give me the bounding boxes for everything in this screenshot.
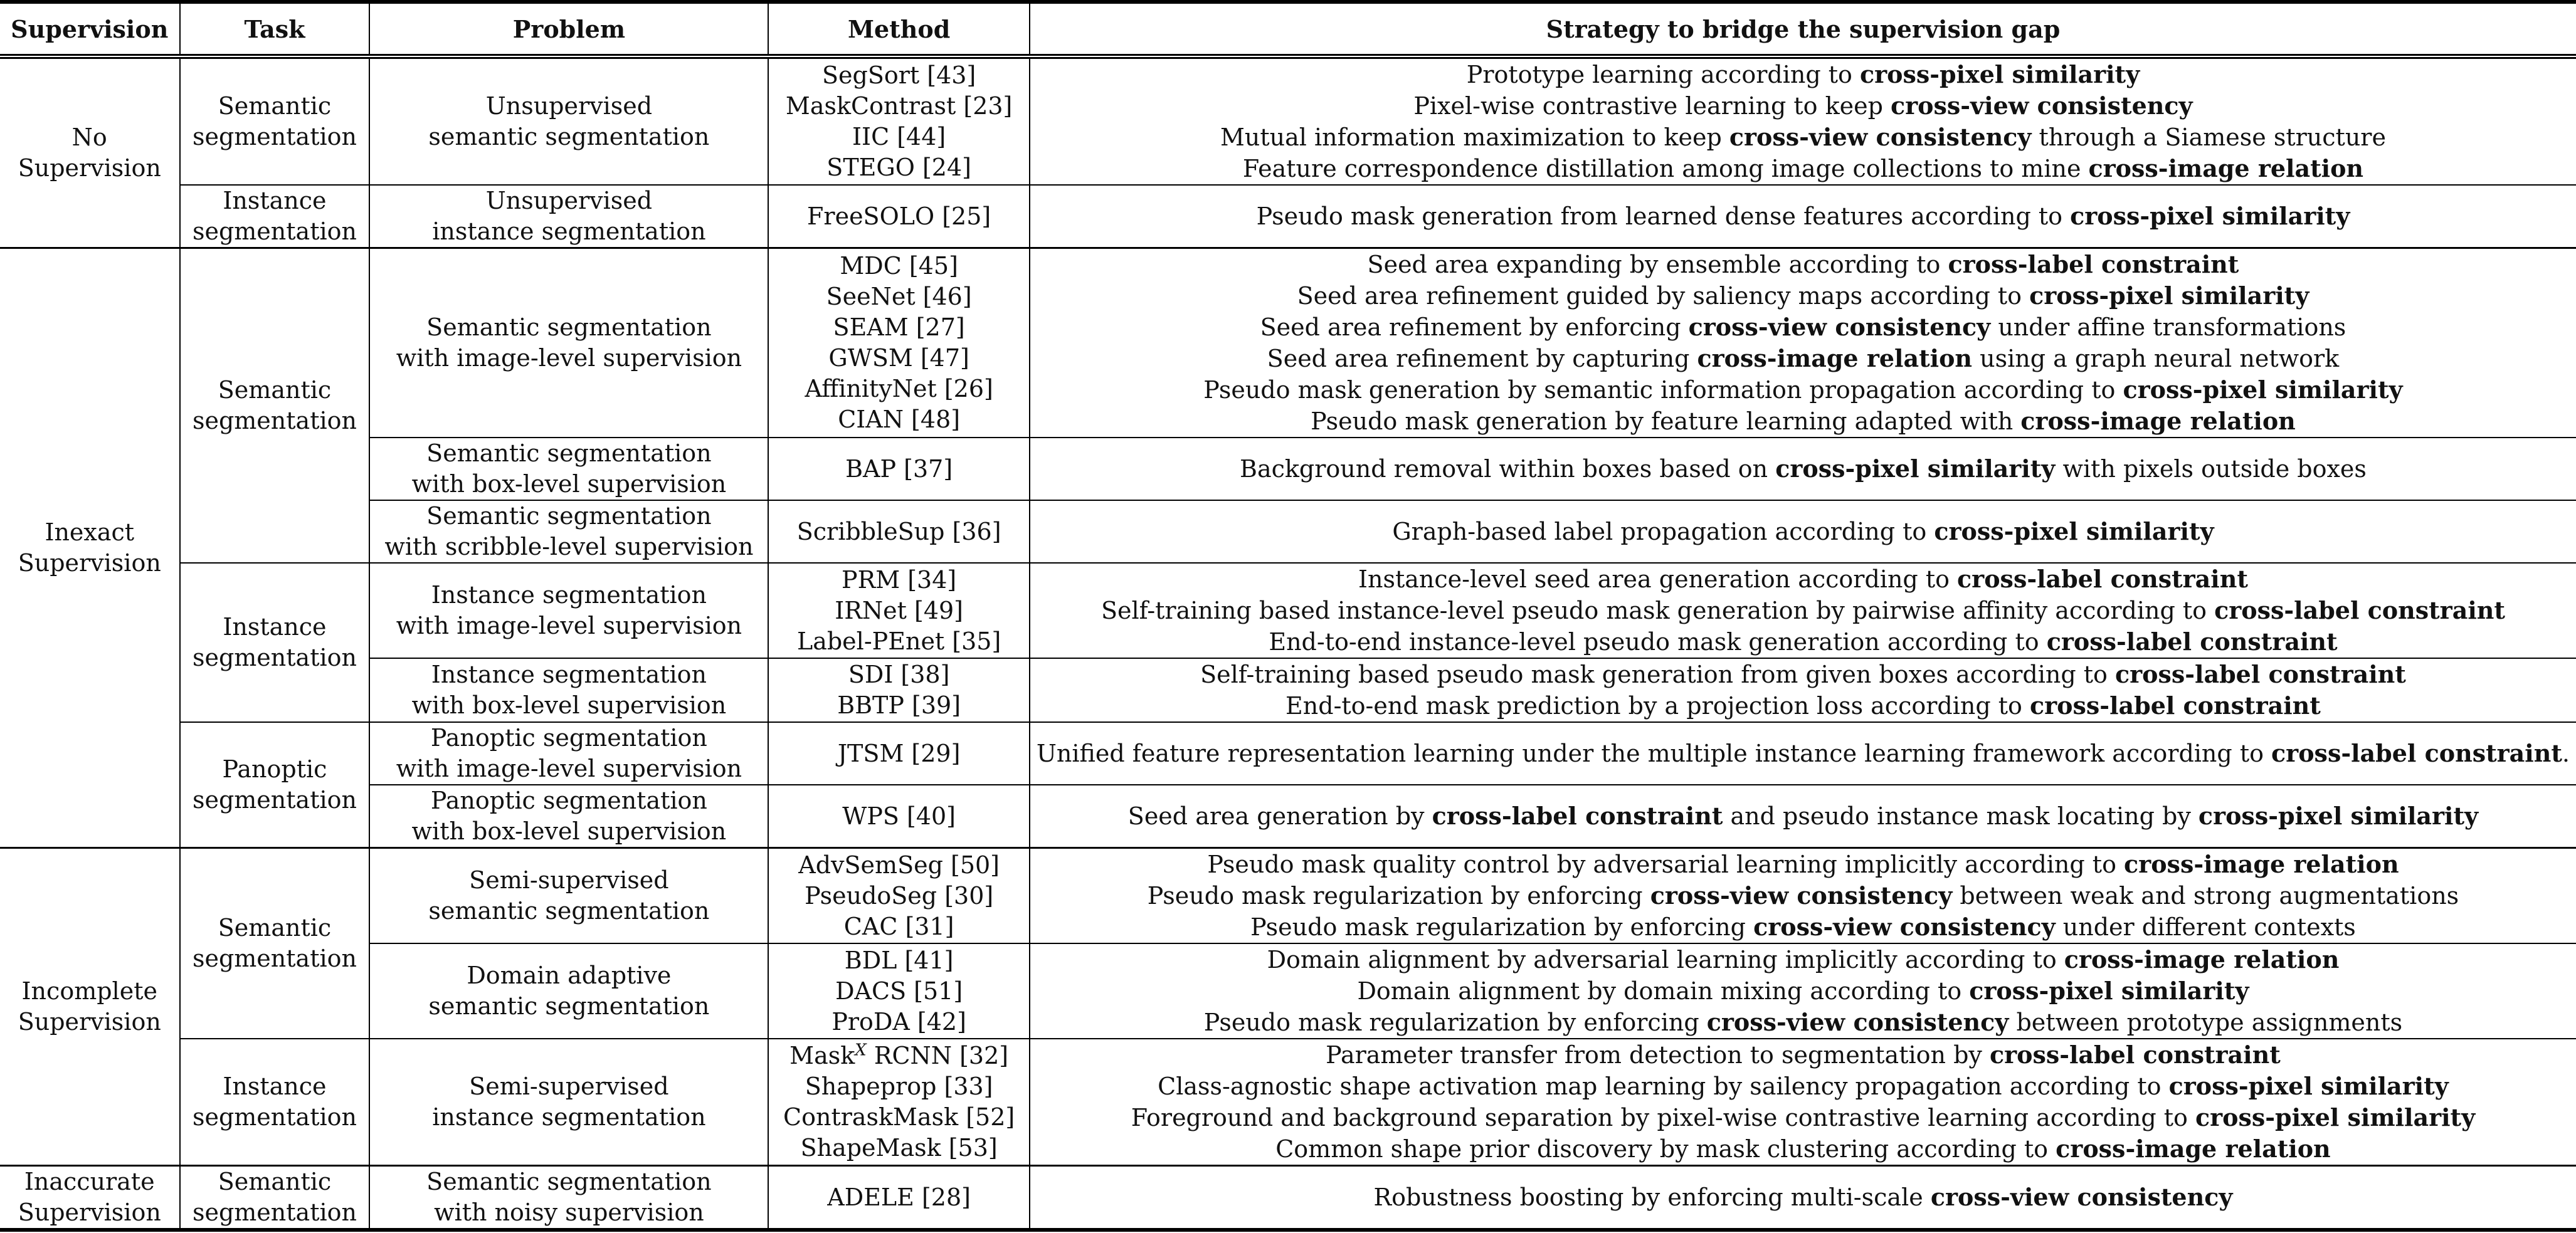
supervision-cell bbox=[0, 848, 180, 1166]
problem-line: Unsupervised bbox=[485, 92, 653, 120]
strategy-text: through a Siamese structure bbox=[2031, 123, 2386, 151]
strategy-text: Parameter transfer from detection to segmentation by bbox=[1326, 1041, 1990, 1069]
method-name: SEAM [27] bbox=[833, 313, 965, 341]
strategy-text: End-to-end mask prediction by a projection loss according to bbox=[1285, 692, 2030, 720]
key-term: cross-image relation bbox=[2064, 945, 2340, 973]
supervision-cell bbox=[0, 56, 180, 248]
key-term: cross-view consistency bbox=[1930, 1183, 2233, 1211]
table-row bbox=[0, 56, 2576, 185]
strategy-line bbox=[1037, 690, 2570, 721]
problem-line: semantic segmentation bbox=[428, 897, 710, 925]
strategy-text: Pseudo mask quality control by adversarial learning implicitly according to bbox=[1207, 851, 2125, 878]
strategy-line bbox=[1037, 738, 2570, 769]
task-label: segmentation bbox=[192, 218, 357, 245]
strategy-text: between weak and strong augmentations bbox=[1952, 882, 2459, 910]
table-row bbox=[0, 722, 2576, 785]
key-term: cross-view consistency bbox=[1706, 1008, 2009, 1036]
problem-cell bbox=[369, 185, 768, 248]
method-name: BAP [37] bbox=[845, 454, 953, 483]
key-term: cross-view consistency bbox=[1729, 123, 2032, 151]
header-task: Task bbox=[180, 2, 370, 56]
strategy-cell bbox=[1030, 722, 2576, 785]
strategy-cell bbox=[1030, 848, 2576, 944]
strategy-text: Background removal within boxes based on bbox=[1240, 455, 1776, 483]
table-row bbox=[0, 943, 2576, 1039]
table-row bbox=[0, 1039, 2576, 1166]
method-cell bbox=[768, 1039, 1030, 1166]
method-name: Shapeprop [33] bbox=[805, 1073, 993, 1100]
problem-line: Semantic segmentation bbox=[426, 439, 712, 467]
method-cell bbox=[768, 563, 1030, 658]
strategy-text: Robustness boosting by enforcing multi-scale bbox=[1373, 1183, 1931, 1211]
strategy-text: Seed area refinement by enforcing bbox=[1260, 313, 1689, 341]
strategy-text: using a graph neural network bbox=[1972, 345, 2340, 372]
key-term: cross-pixel similarity bbox=[1934, 517, 2214, 545]
task-label: segmentation bbox=[192, 407, 357, 434]
task-label: segmentation bbox=[192, 1103, 357, 1131]
key-term: cross-image relation bbox=[2056, 1135, 2331, 1163]
method-name: CAC [31] bbox=[843, 912, 954, 940]
method-cell bbox=[768, 658, 1030, 722]
strategy-text: under different contexts bbox=[2055, 913, 2356, 941]
strategy-text: Feature correspondence distillation among image collections to mine bbox=[1242, 155, 2089, 182]
method-name: JTSM [29] bbox=[837, 739, 961, 767]
task-cell bbox=[180, 1166, 370, 1230]
problem-line: with box-level supervision bbox=[411, 691, 727, 719]
strategy-text: End-to-end instance-level pseudo mask generation according to bbox=[1269, 628, 2047, 656]
strategy-text: Seed area refinement by capturing bbox=[1267, 345, 1697, 372]
strategy-text: Common shape prior discovery by mask clustering according to bbox=[1275, 1135, 2056, 1163]
problem-line: with image-level supervision bbox=[396, 755, 742, 782]
method-name: MDC [45] bbox=[840, 252, 958, 280]
strategy-cell bbox=[1030, 185, 2576, 248]
key-term: cross-label constraint bbox=[2214, 596, 2505, 624]
problem-line: instance segmentation bbox=[432, 218, 706, 245]
strategy-text: Unified feature representation learning under the multiple instance learning framework according to bbox=[1036, 740, 2272, 767]
strategy-cell bbox=[1030, 438, 2576, 500]
method-name: IIC [44] bbox=[852, 123, 946, 150]
method-name: SeeNet [46] bbox=[826, 283, 972, 310]
strategy-line bbox=[1037, 975, 2570, 1007]
strategy-text: Self-training based instance-level pseudo mask generation by pairwise affinity according to bbox=[1101, 597, 2215, 624]
problem-line: Unsupervised bbox=[485, 187, 653, 214]
strategy-cell bbox=[1030, 1039, 2576, 1166]
task-label: Semantic bbox=[218, 92, 332, 120]
key-term: cross-pixel similarity bbox=[2029, 281, 2309, 310]
strategy-text: Graph-based label propagation according to bbox=[1392, 518, 1935, 545]
table-row bbox=[0, 785, 2576, 848]
method-name: IRNet [49] bbox=[835, 596, 963, 624]
method-cell bbox=[768, 438, 1030, 500]
task-label: Instance bbox=[223, 1073, 327, 1100]
strategy-text: Instance-level seed area generation according to bbox=[1358, 565, 1958, 593]
strategy-line bbox=[1037, 201, 2570, 232]
supervision-label: No bbox=[71, 123, 107, 151]
header-problem: Problem bbox=[369, 2, 768, 56]
task-label: Instance bbox=[223, 187, 327, 214]
problem-line: with box-level supervision bbox=[411, 817, 727, 845]
key-term: cross-pixel similarity bbox=[1775, 454, 2056, 483]
key-term: cross-label constraint bbox=[1948, 250, 2239, 278]
strategy-text: Domain alignment by domain mixing according to bbox=[1357, 977, 1970, 1005]
strategy-line bbox=[1037, 595, 2570, 626]
strategy-line bbox=[1037, 800, 2570, 832]
method-cell bbox=[768, 848, 1030, 944]
strategy-text: and pseudo instance mask locating by bbox=[1723, 802, 2199, 830]
strategy-cell bbox=[1030, 785, 2576, 848]
task-label: segmentation bbox=[192, 644, 357, 671]
strategy-cell bbox=[1030, 248, 2576, 438]
strategy-text: Foreground and background separation by pixel-wise contrastive learning according to bbox=[1131, 1104, 2195, 1131]
key-term: cross-pixel similarity bbox=[1969, 977, 2249, 1005]
task-label: Semantic bbox=[218, 376, 332, 404]
method-name: PRM [34] bbox=[842, 565, 957, 594]
strategy-text: Pseudo mask generation by feature learning adapted with bbox=[1311, 407, 2021, 435]
problem-line: Domain adaptive bbox=[467, 962, 672, 989]
supervision-label: Supervision bbox=[18, 154, 161, 182]
strategy-line bbox=[1037, 280, 2570, 312]
strategy-line bbox=[1037, 122, 2570, 153]
method-name: SDI [38] bbox=[848, 661, 950, 688]
method-name: ScribbleSup [36] bbox=[796, 517, 1001, 545]
strategy-line bbox=[1037, 453, 2570, 485]
table-row bbox=[0, 185, 2576, 248]
supervision-label: Inaccurate bbox=[24, 1168, 155, 1195]
key-term: cross-label constraint bbox=[2030, 691, 2321, 720]
problem-line: Instance segmentation bbox=[431, 581, 707, 609]
task-cell bbox=[180, 848, 370, 1039]
method-name: ShapeMask [53] bbox=[800, 1134, 998, 1162]
strategy-cell bbox=[1030, 563, 2576, 658]
method-name: GWSM [47] bbox=[828, 344, 969, 372]
header-supervision: Supervision bbox=[0, 2, 180, 56]
problem-line: with noisy supervision bbox=[434, 1199, 704, 1226]
strategy-cell bbox=[1030, 658, 2576, 722]
key-term: cross-pixel similarity bbox=[2123, 375, 2403, 404]
strategy-line bbox=[1037, 90, 2570, 122]
task-label: segmentation bbox=[192, 123, 357, 150]
task-label: segmentation bbox=[192, 1199, 357, 1226]
method-name: WPS [40] bbox=[842, 802, 956, 830]
strategy-line bbox=[1037, 626, 2570, 658]
strategy-cell bbox=[1030, 500, 2576, 563]
strategy-text: Pixel-wise contrastive learning to keep bbox=[1413, 92, 1891, 120]
strategy-text: Class-agnostic shape activation map learning by sailency propagation according to bbox=[1158, 1073, 2169, 1100]
key-term: cross-label constraint bbox=[1957, 565, 2248, 593]
strategy-text: Pseudo mask generation by semantic information propagation according to bbox=[1203, 376, 2123, 404]
strategy-text: Domain alignment by adversarial learning implicitly according to bbox=[1267, 946, 2064, 973]
supervision-label: Supervision bbox=[18, 1199, 161, 1226]
problem-line: Semi-supervised bbox=[469, 866, 669, 894]
task-label: segmentation bbox=[192, 945, 357, 972]
method-name: Label-PEnet [35] bbox=[796, 627, 1001, 655]
problem-cell bbox=[369, 563, 768, 658]
key-term: cross-pixel similarity bbox=[2195, 1103, 2476, 1131]
strategy-text: Seed area expanding by ensemble according to bbox=[1367, 251, 1948, 278]
strategy-line bbox=[1037, 849, 2570, 880]
table-row bbox=[0, 438, 2576, 500]
method-name: CIAN [48] bbox=[838, 406, 961, 433]
strategy-line bbox=[1037, 1182, 2570, 1213]
method-name: FreeSOLO [25] bbox=[807, 202, 991, 230]
problem-cell bbox=[369, 722, 768, 785]
key-term: cross-image relation bbox=[2124, 850, 2399, 878]
problem-line: Panoptic segmentation bbox=[430, 787, 707, 814]
problem-cell bbox=[369, 500, 768, 563]
method-name: MaskContrast [23] bbox=[785, 92, 1013, 120]
method-cell bbox=[768, 185, 1030, 248]
problem-cell bbox=[369, 56, 768, 185]
problem-cell bbox=[369, 848, 768, 944]
key-term: cross-pixel similarity bbox=[2198, 802, 2479, 830]
method-name: ContraskMask [52] bbox=[783, 1103, 1015, 1131]
problem-cell bbox=[369, 1039, 768, 1166]
strategy-text: Prototype learning according to bbox=[1466, 61, 1860, 88]
strategy-line bbox=[1037, 406, 2570, 437]
method-name: DACS [51] bbox=[835, 977, 963, 1005]
strategy-cell bbox=[1030, 56, 2576, 185]
supervision-label: Inexact bbox=[45, 518, 135, 546]
task-label: Semantic bbox=[218, 1168, 332, 1195]
table-row bbox=[0, 848, 2576, 944]
strategy-text: Seed area refinement guided by saliency maps according to bbox=[1297, 282, 2030, 310]
strategy-cell bbox=[1030, 1166, 2576, 1230]
strategy-line bbox=[1037, 1007, 2570, 1038]
problem-line: with image-level supervision bbox=[396, 344, 742, 372]
key-term: cross-label constraint bbox=[2271, 739, 2562, 767]
key-term: cross-label constraint bbox=[2114, 660, 2406, 688]
method-name: Mask$^X$ RCNN [32] bbox=[789, 1041, 1009, 1069]
key-term: cross-label constraint bbox=[1989, 1041, 2281, 1069]
problem-cell bbox=[369, 785, 768, 848]
key-term: cross-image relation bbox=[1697, 344, 1973, 372]
method-name: ProDA [42] bbox=[831, 1007, 966, 1036]
method-name: PseudoSeg [30] bbox=[805, 881, 994, 910]
key-term: cross-image relation bbox=[2088, 154, 2364, 182]
problem-line: with scribble-level supervision bbox=[384, 533, 754, 560]
strategy-line bbox=[1037, 1071, 2570, 1102]
problem-line: Panoptic segmentation bbox=[430, 724, 707, 752]
method-name: AffinityNet [26] bbox=[805, 375, 993, 402]
method-name: SegSort [43] bbox=[822, 61, 976, 89]
task-label: Instance bbox=[223, 613, 327, 641]
problem-cell bbox=[369, 438, 768, 500]
strategy-line bbox=[1037, 374, 2570, 406]
method-cell bbox=[768, 943, 1030, 1039]
strategy-line bbox=[1037, 249, 2570, 280]
supervision-cell bbox=[0, 1166, 180, 1230]
key-term: cross-view consistency bbox=[1650, 881, 1953, 910]
strategy-line bbox=[1037, 944, 2570, 975]
strategy-line bbox=[1037, 564, 2570, 595]
problem-line: Semantic segmentation bbox=[426, 502, 712, 530]
problem-line: Semantic segmentation bbox=[426, 1168, 712, 1195]
strategy-line bbox=[1037, 1102, 2570, 1133]
key-term: cross-image relation bbox=[2020, 407, 2296, 435]
problem-line: semantic segmentation bbox=[428, 123, 710, 150]
strategy-text: Pseudo mask regularization by enforcing bbox=[1250, 913, 1754, 941]
method-cell bbox=[768, 248, 1030, 438]
method-cell bbox=[768, 1166, 1030, 1230]
supervision-label: Supervision bbox=[18, 549, 161, 577]
task-cell bbox=[180, 722, 370, 848]
problem-cell bbox=[369, 658, 768, 722]
header-row bbox=[0, 2, 2576, 56]
strategy-line bbox=[1037, 59, 2570, 90]
strategy-line bbox=[1037, 516, 2570, 547]
problem-line: Instance segmentation bbox=[431, 661, 707, 688]
problem-cell bbox=[369, 248, 768, 438]
strategy-text: Pseudo mask generation from learned dense features according to bbox=[1256, 202, 2071, 230]
strategy-text: Mutual information maximization to keep bbox=[1220, 123, 1729, 151]
strategy-text: between prototype assignments bbox=[2009, 1009, 2403, 1036]
method-cell bbox=[768, 56, 1030, 185]
problem-line: instance segmentation bbox=[432, 1103, 706, 1131]
method-name: STEGO [24] bbox=[826, 154, 971, 181]
method-name: AdvSemSeg [50] bbox=[798, 851, 1000, 879]
problem-line: Semantic segmentation bbox=[426, 313, 712, 341]
header-strategy: Strategy to bridge the supervision gap bbox=[1030, 2, 2576, 56]
task-cell bbox=[180, 56, 370, 185]
table-row bbox=[0, 658, 2576, 722]
strategy-line bbox=[1037, 911, 2570, 943]
table-body bbox=[0, 56, 2576, 1230]
task-cell bbox=[180, 1039, 370, 1166]
strategy-text: Pseudo mask regularization by enforcing bbox=[1203, 1009, 1707, 1036]
problem-line: with image-level supervision bbox=[396, 612, 742, 639]
table-row bbox=[0, 248, 2576, 438]
strategy-cell bbox=[1030, 943, 2576, 1039]
supervision-label: Incomplete bbox=[21, 977, 157, 1005]
problem-line: semantic segmentation bbox=[428, 992, 710, 1020]
table-row bbox=[0, 1166, 2576, 1230]
task-cell bbox=[180, 248, 370, 564]
task-cell bbox=[180, 563, 370, 722]
strategy-text: Pseudo mask regularization by enforcing bbox=[1147, 882, 1650, 910]
strategy-line bbox=[1037, 880, 2570, 911]
key-term: cross-pixel similarity bbox=[1859, 60, 2140, 88]
key-term: cross-pixel similarity bbox=[2168, 1072, 2449, 1100]
strategy-line bbox=[1037, 1133, 2570, 1165]
problem-line: with box-level supervision bbox=[411, 470, 727, 498]
strategy-line bbox=[1037, 659, 2570, 690]
supervision-cell bbox=[0, 248, 180, 848]
problem-line: Semi-supervised bbox=[469, 1073, 669, 1100]
strategy-text: . bbox=[2562, 740, 2570, 767]
strategy-line bbox=[1037, 1039, 2570, 1071]
strategy-line bbox=[1037, 343, 2570, 374]
task-cell bbox=[180, 185, 370, 248]
method-name: BBTP [39] bbox=[837, 691, 961, 719]
method-cell bbox=[768, 722, 1030, 785]
strategy-text: under affine transformations bbox=[1990, 313, 2346, 341]
method-cell bbox=[768, 785, 1030, 848]
key-term: cross-view consistency bbox=[1890, 92, 2193, 120]
header-method: Method bbox=[768, 2, 1030, 56]
table-row bbox=[0, 500, 2576, 563]
strategy-text: Self-training based pseudo mask generation from given boxes according to bbox=[1200, 661, 2115, 688]
key-term: cross-label constraint bbox=[2046, 627, 2338, 656]
strategy-line bbox=[1037, 153, 2570, 184]
problem-cell bbox=[369, 1166, 768, 1230]
method-name: BDL [41] bbox=[844, 946, 954, 974]
strategy-text: Seed area generation by bbox=[1127, 802, 1432, 830]
method-cell bbox=[768, 500, 1030, 563]
key-term: cross-label constraint bbox=[1432, 802, 1723, 830]
problem-cell bbox=[369, 943, 768, 1039]
key-term: cross-view consistency bbox=[1753, 913, 2056, 941]
task-label: Semantic bbox=[218, 914, 332, 942]
task-label: segmentation bbox=[192, 786, 357, 814]
key-term: cross-view consistency bbox=[1688, 313, 1991, 341]
method-name: ADELE [28] bbox=[827, 1183, 971, 1211]
supervision-label: Supervision bbox=[18, 1008, 161, 1036]
strategy-line bbox=[1037, 312, 2570, 343]
key-term: cross-pixel similarity bbox=[2070, 202, 2350, 230]
table-row bbox=[0, 563, 2576, 658]
strategy-text: with pixels outside boxes bbox=[2055, 455, 2367, 483]
task-label: Panoptic bbox=[222, 755, 327, 783]
